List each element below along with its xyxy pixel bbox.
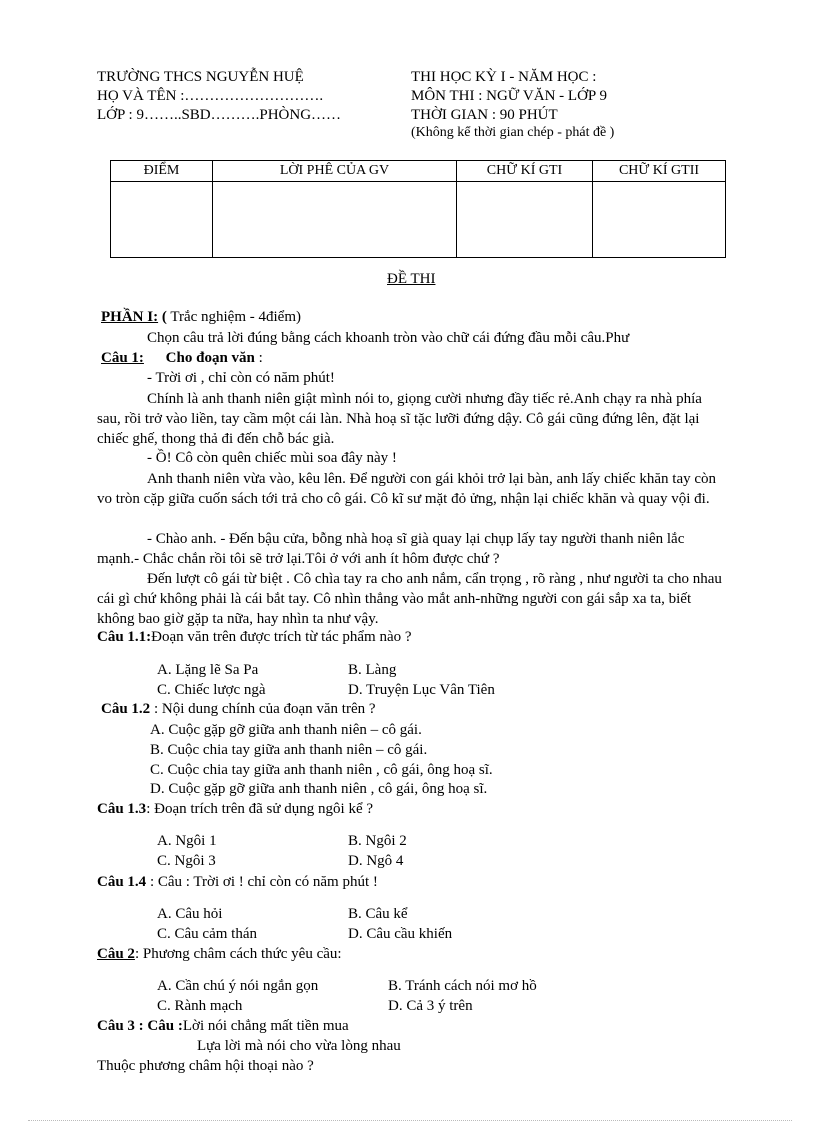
answer-option[interactable]: C. Câu cảm thán bbox=[157, 926, 257, 942]
exam-note: (Không kể thời gian chép - phát đề ) bbox=[411, 125, 615, 140]
examiner1-signature-header: CHỮ KÍ GTI bbox=[457, 161, 593, 182]
answer-option[interactable]: D. Truyện Lục Vân Tiên bbox=[348, 682, 495, 698]
q1-4-text: : Câu : Trời ơi ! chỉ còn có năm phút ! bbox=[149, 874, 378, 890]
teacher-comment-header: LỜI PHÊ CỦA GV bbox=[213, 161, 457, 182]
passage-paragraph: - Chào anh. - Đến bậu cửa, bỗng nhà hoạ sĩ già quay lại chụp lấy tay người thanh niên lắc mạnh.- Chắc chắn rồi tôi sẽ trở lại.Tôi ở với anh ít hôm được chứ ? bbox=[97, 531, 685, 567]
q1-intro: Cho đoạn văn bbox=[165, 350, 255, 366]
answer-option[interactable]: D. Cuộc gặp gỡ giữa anh thanh niên , cô gái, ông hoạ sĩ. bbox=[150, 781, 488, 797]
exam-duration: THỜI GIAN : 90 PHÚT bbox=[411, 107, 558, 123]
q1-4-label: Câu 1.4 bbox=[97, 874, 147, 890]
answer-option[interactable]: D. Cả 3 ý trên bbox=[388, 998, 473, 1014]
q3-label: Câu 3 : Câu : bbox=[97, 1018, 183, 1034]
answer-option[interactable]: C. Ngôi 3 bbox=[157, 853, 216, 869]
q1-2-text: : Nội dung chính của đoạn văn trên ? bbox=[153, 701, 376, 717]
q1-1-label: Câu 1.1: bbox=[97, 629, 152, 645]
q3-heading bbox=[97, 1017, 349, 1035]
passage-paragraph: - Ồ! Cô còn quên chiếc mùi soa đây này ! bbox=[147, 450, 397, 466]
part1-heading bbox=[101, 308, 301, 326]
q3-line3: Thuộc phương châm hội thoại nào ? bbox=[97, 1058, 314, 1074]
part1-instruction: Chọn câu trả lời đúng bằng cách khoanh tròn vào chữ cái đứng đầu mỗi câu.Phư bbox=[147, 330, 630, 346]
part1-subtitle: Trắc nghiệm - 4điểm) bbox=[170, 309, 301, 325]
q1-3-label: Câu 1.3 bbox=[97, 801, 147, 817]
answer-option[interactable]: B. Làng bbox=[348, 662, 397, 678]
page-bottom-divider bbox=[28, 1120, 792, 1121]
answer-option[interactable]: A. Cuộc gặp gỡ giữa anh thanh niên – cô gái. bbox=[150, 722, 422, 738]
examiner2-signature-header: CHỮ KÍ GTII bbox=[593, 161, 726, 182]
q1-3-heading bbox=[97, 800, 373, 818]
answer-option[interactable]: B. Cuộc chia tay giữa anh thanh niên – cô gái. bbox=[150, 742, 428, 758]
exam-title: THI HỌC KỲ I - NĂM HỌC : bbox=[411, 69, 597, 85]
score-header: ĐIỂM bbox=[111, 161, 213, 182]
q1-1-text: Đoạn văn trên được trích từ tác phẩm nào ? bbox=[151, 629, 412, 645]
q1-1-heading bbox=[97, 628, 412, 646]
score-cell bbox=[111, 182, 213, 258]
score-table-body-row bbox=[111, 182, 726, 258]
answer-option[interactable]: B. Tránh cách nói mơ hồ bbox=[388, 978, 537, 994]
teacher-comment-cell bbox=[213, 182, 457, 258]
class-line: LỚP : 9……..SBD……….PHÒNG…… bbox=[97, 107, 342, 123]
exam-subject: MÔN THI : NGỮ VĂN - LỚP 9 bbox=[411, 88, 607, 104]
part1-paren: ( bbox=[161, 309, 167, 325]
q2-label: Câu 2 bbox=[97, 946, 135, 962]
answer-option[interactable]: C. Rành mạch bbox=[157, 998, 243, 1014]
score-table bbox=[110, 160, 726, 258]
examiner1-signature-cell bbox=[457, 182, 593, 258]
school-name: TRƯỜNG THCS NGUYỄN HUỆ bbox=[97, 69, 304, 85]
q3-line2: Lựa lời mà nói cho vừa lòng nhau bbox=[197, 1038, 401, 1054]
answer-option[interactable]: D. Ngô 4 bbox=[348, 853, 404, 869]
q1-heading bbox=[101, 349, 263, 367]
q1-intro-tail: : bbox=[258, 350, 263, 366]
passage-paragraph: Anh thanh niên vừa vào, kêu lên. Để người con gái khỏi trở lại bàn, anh lấy chiếc khăn tay còn vo tròn cặp giữa cuốn sách tới trả cho cô gái. Cô kĩ sư mặt đỏ ửng, nhận lại chiếc khăn và quay vội đi. bbox=[97, 471, 717, 507]
passage-paragraph: Chính là anh thanh niên giật mình nói to, giọng cười nhưng đầy tiếc rẻ.Anh chạy ra nhà phía sau, rồi trở vào liền, tay cầm một cái làn. Nhà hoạ sĩ tặc lưỡi đứng dậy. Cô gái cũng đứng lên, đặt lại chiếc ghế, thong thả đi đến chỗ bác già. bbox=[97, 391, 702, 447]
q1-4-heading bbox=[97, 873, 378, 891]
exam-heading: ĐỀ THI bbox=[387, 271, 436, 287]
part1-title: PHẦN I: bbox=[101, 309, 159, 325]
q3-line1: Lời nói chẳng mất tiền mua bbox=[182, 1018, 349, 1034]
q1-2-label: Câu 1.2 bbox=[101, 701, 151, 717]
passage-paragraph: - Trời ơi , chỉ còn có năm phút! bbox=[147, 370, 335, 386]
score-table-header-row bbox=[111, 161, 726, 182]
answer-option[interactable]: A. Lặng lẽ Sa Pa bbox=[157, 662, 259, 678]
answer-option[interactable]: A. Câu hỏi bbox=[157, 906, 223, 922]
q2-text: : Phương châm cách thức yêu cầu: bbox=[134, 946, 342, 962]
answer-option[interactable]: B. Câu kể bbox=[348, 906, 408, 922]
answer-option[interactable]: D. Câu cầu khiến bbox=[348, 926, 453, 942]
passage-paragraph: Đến lượt cô gái từ biệt . Cô chìa tay ra cho anh nắm, cẩn trọng , rõ ràng , như người ta cho nhau cái gì chứ không phải là cái bắt tay. Cô nhìn thẳng vào mắt anh-những người con gái sắp xa ta, biết không bao giờ gặp ta nữa, hay nhìn ta như vậy. bbox=[97, 571, 722, 627]
answer-option[interactable]: C. Cuộc chia tay giữa anh thanh niên , cô gái, ông hoạ sĩ. bbox=[150, 762, 493, 778]
q2-heading bbox=[97, 945, 342, 963]
student-name-line: HỌ VÀ TÊN :………………………. bbox=[97, 88, 324, 104]
examiner2-signature-cell bbox=[593, 182, 726, 258]
answer-option[interactable]: C. Chiếc lược ngà bbox=[157, 682, 266, 698]
q1-label: Câu 1: bbox=[101, 350, 144, 366]
q1-3-text: : Đoạn trích trên đã sử dụng ngôi kể ? bbox=[146, 801, 374, 817]
q1-2-heading bbox=[101, 700, 376, 718]
answer-option[interactable]: A. Cần chú ý nói ngắn gọn bbox=[157, 978, 319, 994]
answer-option[interactable]: B. Ngôi 2 bbox=[348, 833, 407, 849]
answer-option[interactable]: A. Ngôi 1 bbox=[157, 833, 217, 849]
